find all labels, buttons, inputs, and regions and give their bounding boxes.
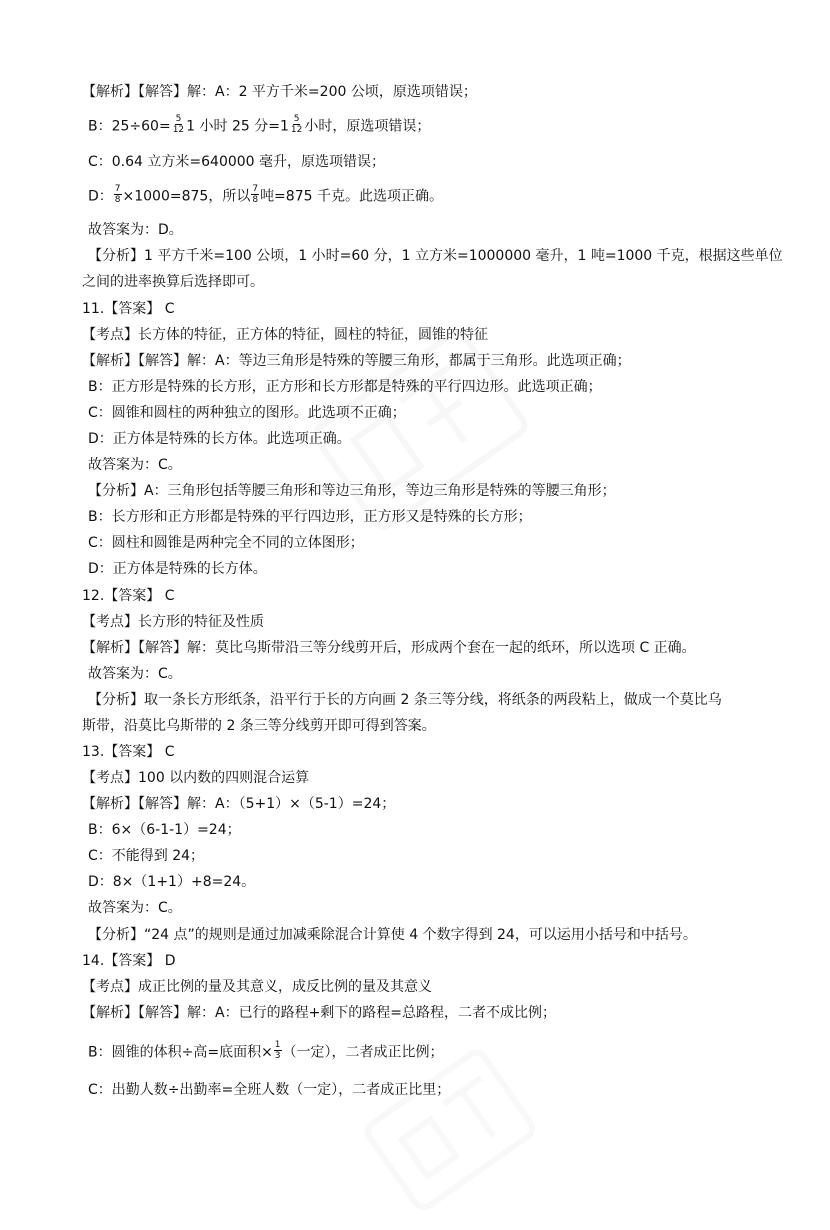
text-line: D：正方体是特殊的长方体。 <box>88 561 267 577</box>
text-line: C：出勤人数÷出勤率=全班人数（一定），二者成正比里； <box>88 1082 451 1098</box>
text-line: 故答案为：C。 <box>88 900 182 916</box>
text-line: C：圆锥和圆柱的两种独立的图形。此选项不正确； <box>88 405 406 421</box>
text-line: 【分析】取一条长方形纸条，沿平行于长的方向画 2 条三等分线，将纸条的两段粘上，做成一个莫比乌 <box>88 692 722 708</box>
text-segment: ×1000=875，所以 <box>122 188 251 205</box>
text-line: 【解析】【解答】解：A：（5+1）×（5-1）=24； <box>82 796 396 812</box>
text-line: D：8×（1+1）+8=24。 <box>88 874 256 890</box>
fraction-numerator: 5 <box>293 114 300 124</box>
text-line <box>88 186 443 207</box>
text-line: 【考点】长方形的特征及性质 <box>82 614 264 630</box>
text-line: 【考点】成正比例的量及其意义，成反比例的量及其意义 <box>82 979 432 995</box>
text-line: B：长方形和正方形都是特殊的平行四边形，正方形又是特殊的长方形； <box>88 509 532 525</box>
fraction-denominator: 8 <box>252 195 259 205</box>
text-line: 【分析】A：三角形包括等腰三角形和等边三角形，等边三角形是特殊的等腰三角形； <box>88 483 616 499</box>
text-segment: B：圆锥的体积÷高=底面积× <box>88 1044 273 1061</box>
text-line: 【解析】【解答】解：莫比乌斯带沿三等分线剪开后，形成两个套在一起的纸环，所以选项 C 正确。 <box>82 640 696 656</box>
text-line: B：正方形是特殊的长方形，正方形和长方形都是特殊的平行四边形。此选项正确； <box>88 379 602 395</box>
fraction-numerator: 7 <box>114 184 121 194</box>
fraction <box>290 114 303 135</box>
fraction <box>274 1040 282 1061</box>
text-line: 【分析】“24 点”的规则是通过加减乘除混合计算使 4 个数字得到 24，可以运用小括号和中括号。 <box>88 927 697 943</box>
text-line: D：正方体是特殊的长方体。此选项正确。 <box>88 431 351 447</box>
fraction <box>172 114 185 135</box>
text-line: 之间的进率换算后选择即可。 <box>82 274 264 290</box>
text-segment: 吨=875 千克。此选项正确。 <box>260 188 443 205</box>
text-line: 【解析】【解答】解：A：等边三角形是特殊的等腰三角形，都属于三角形。此选项正确； <box>82 353 631 369</box>
fraction-numerator: 5 <box>175 114 182 124</box>
text-line: B：6×（6-1-1）=24； <box>88 822 241 838</box>
answer-heading: 12.【答案】 C <box>82 588 175 604</box>
fraction-denominator: 12 <box>290 125 303 135</box>
text-segment: 1 小时 25 分=1 <box>186 118 289 135</box>
text-line: 【考点】长方体的特征，正方体的特征，圆柱的特征，圆锥的特征 <box>82 327 488 343</box>
text-segment: D： <box>88 188 113 205</box>
text-line: 【分析】1 平方千米=100 公顷，1 小时=60 分，1 立方米=1000000 毫升，1 吨=1000 千克，根据这些单位 <box>88 248 783 264</box>
answer-heading: 13.【答案】 C <box>82 744 175 760</box>
text-line: 故答案为：C。 <box>88 457 182 473</box>
fraction-denominator: 8 <box>114 195 121 205</box>
text-line: C：0.64 立方米=640000 毫升，原选项错误； <box>88 154 386 170</box>
text-segment: 小时，原选项错误； <box>304 118 431 135</box>
fraction <box>251 184 259 205</box>
fraction-denominator: 12 <box>172 125 185 135</box>
text-line <box>88 1042 444 1063</box>
text-line: 【解析】【解答】解：A：2 平方千米=200 公顷，原选项错误； <box>82 84 477 100</box>
text-line: 斯带，沿莫比乌斯带的 2 条三等分线剪开即可得到答案。 <box>82 718 436 734</box>
fraction-numerator: 7 <box>252 184 259 194</box>
fraction-numerator: 1 <box>274 1040 281 1050</box>
text-line: 故答案为：C。 <box>88 666 182 682</box>
answer-heading: 14.【答案】 D <box>82 953 176 969</box>
text-line <box>88 116 430 137</box>
text-segment: （一定），二者成正比例； <box>282 1044 444 1061</box>
fraction-denominator: 3 <box>274 1051 281 1061</box>
text-line: 【解析】【解答】解：A：已行的路程+剩下的路程=总路程，二者不成比例； <box>82 1005 557 1021</box>
answer-heading: 11.【答案】 C <box>82 301 175 317</box>
text-segment: B：25÷60= <box>88 118 171 135</box>
fraction <box>114 184 122 205</box>
text-line: C：不能得到 24； <box>88 848 205 864</box>
text-line: C：圆柱和圆锥是两种完全不同的立体图形； <box>88 535 364 551</box>
text-line: 故答案为：D。 <box>88 222 183 238</box>
text-line: 【考点】100 以内数的四则混合运算 <box>82 770 310 786</box>
